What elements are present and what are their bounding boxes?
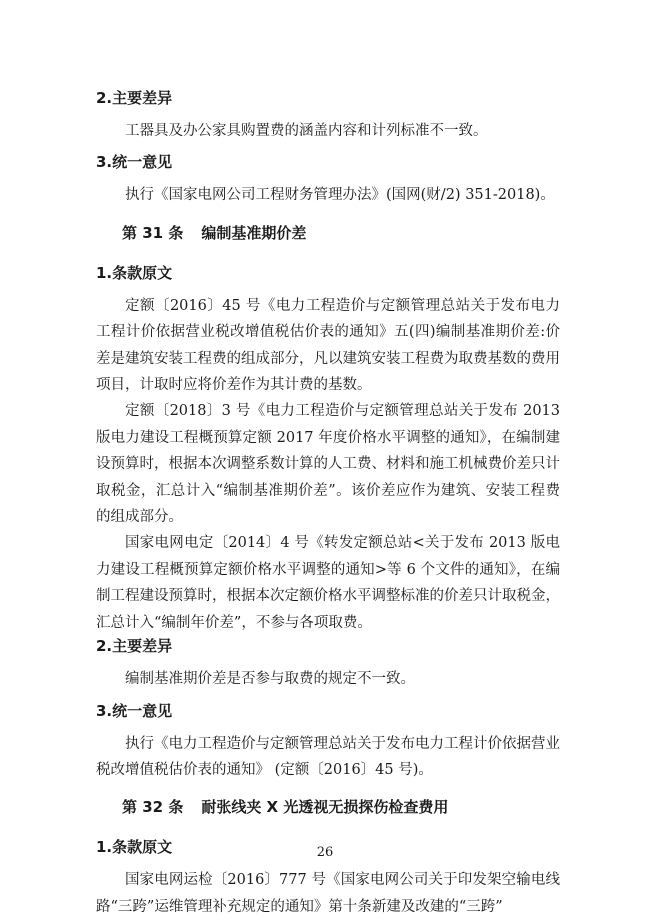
article-title: 耐张线夹 X 光透视无损探伤检查费用 (201, 798, 449, 817)
section-heading: 3.统一意见 (96, 701, 173, 720)
section-heading: 1.条款原文 (96, 838, 173, 857)
article-heading (96, 223, 560, 243)
article-number: 第 32 条 (122, 798, 184, 817)
article-title: 编制基准期价差 (201, 223, 307, 242)
paragraph: 执行《电力工程造价与定额管理总站关于发布电力工程计价依据营业税改增值税估价表的通知》 (定额〔2016〕45 号)。 (96, 735, 560, 778)
article-heading (96, 797, 560, 817)
paragraph: 工器具及办公家具购置费的涵盖内容和计列标准不一致。 (125, 123, 488, 139)
article-number: 第 31 条 (122, 223, 184, 242)
section-heading: 3.统一意见 (96, 153, 173, 172)
paragraph: 国家电网电定〔2014〕4 号《转发定额总站<关于发布 2013 版电力建设工程概预算定额价格水平调整的通知>等 6 个文件的通知》，在编制工程建设预算时，根据本次定额价格水平调整标准的价差只计取税金，汇总计入“编制年价差”，不参与各项取费。 (96, 535, 560, 631)
paragraph: 编制基准期价差是否参与取费的规定不一致。 (125, 671, 415, 688)
page-content (96, 88, 560, 920)
paragraph: 定额〔2018〕3 号《电力工程造价与定额管理总站关于发布 2013 版电力建设工程概预算定额 2017 年度价格水平调整的通知》，在编制建设预算时，根据本次调整系数计算的人工费、材料和施工机械费价差只计取税金，汇总计入“编制基准期价差”。该价差应作为建筑、安装工程费的组成部分。 (96, 403, 560, 526)
paragraph: 定额〔2016〕45 号《电力工程造价与定额管理总站关于发布电力工程计价依据营业税改增值税估价表的通知》五(四)编制基准期价差:价差是建筑安装工程费的组成部分，凡以建筑安装工程费为取费基数的费用项目，计取时应将价差作为其计费的基数。 (96, 297, 560, 394)
section-heading: 2.主要差异 (96, 637, 173, 656)
paragraph: 国家电网运检〔2016〕777 号《国家电网公司关于印发架空输电线路“三跨”运维管理补充规定的通知》第十条新建及改建的“三跨” (96, 872, 560, 915)
page-number: 26 (316, 845, 334, 860)
section-heading: 1.条款原文 (96, 263, 173, 282)
paragraph: 执行《国家电网公司工程财务管理办法》(国网(财/2) 351-2018)。 (125, 187, 555, 204)
section-heading: 2.主要差异 (96, 89, 173, 107)
